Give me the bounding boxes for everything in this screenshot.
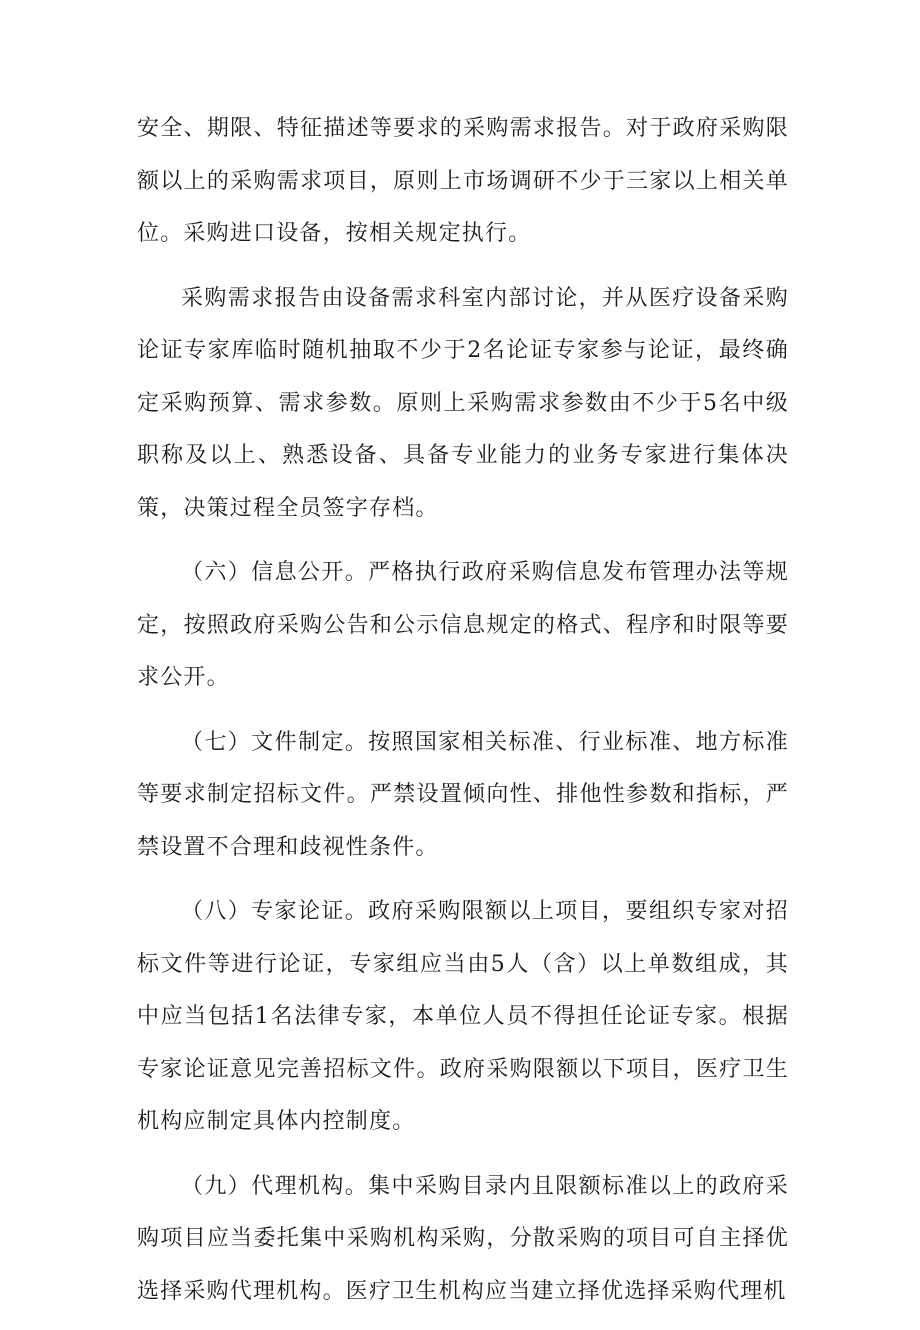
paragraph-document-drafting: （七）文件制定。按照国家相关标准、行业标准、地方标准等要求制定招标文件。严禁设置倾向性、排他性参数和指标，严禁设置不合理和歧视性条件。 xyxy=(137,729,789,860)
paragraph-requirements-report: 采购需求报告由设备需求科室内部讨论，并从医疗设备采购论证专家库临时随机抽取不少于2名论证专家参与论证，最终确定采购预算、需求参数。原则上采购需求参数由不少于5名中级职称及以上、熟悉设备、具备专业能力的业务专家进行集体决策，决策过程全员签字存档。 xyxy=(137,285,789,521)
document-body xyxy=(137,103,789,1330)
paragraph-agency: （九）代理机构。集中采购目录内且限额标准以上的政府采购项目应当委托集中采购机构采购，分散采购的项目可自主择优选择采购代理机构。医疗卫生机构应当建立择优选择采购代理机 xyxy=(137,1173,789,1304)
paragraph-expert-review: （八）专家论证。政府采购限额以上项目，要组织专家对招标文件等进行论证，专家组应当由5人（含）以上单数组成，其中应当包括1名法律专家，本单位人员不得担任论证专家。根据专家论证意见完善招标文件。政府采购限额以下项目，医疗卫生机构应制定具体内控制度。 xyxy=(137,899,789,1134)
paragraph-continuation: 安全、期限、特征描述等要求的采购需求报告。对于政府采购限额以上的采购需求项目，原则上市场调研不少于三家以上相关单位。采购进口设备，按相关规定执行。 xyxy=(137,116,789,246)
paragraph-information-disclosure: （六）信息公开。严格执行政府采购信息发布管理办法等规定，按照政府采购公告和公示信息规定的格式、程序和时限等要求公开。 xyxy=(137,560,789,690)
